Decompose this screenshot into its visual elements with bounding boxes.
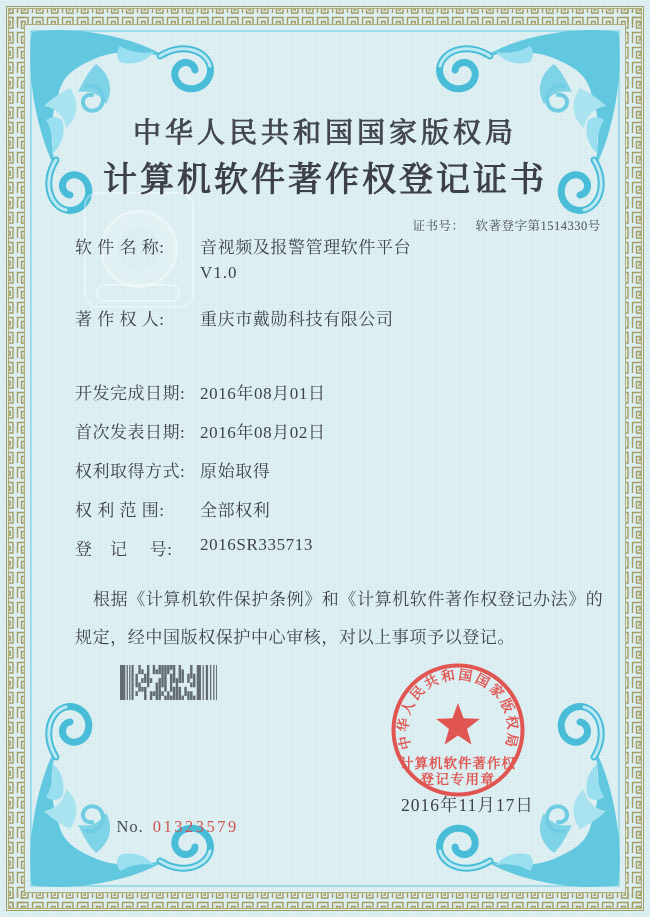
authority-title: 中华人民共和国国家版权局 — [132, 118, 517, 149]
emboss-watermark-base — [96, 284, 180, 302]
field-label: 权 利 范 围: — [75, 501, 165, 520]
field-label: 著 作 权 人: — [75, 310, 165, 329]
barcode — [120, 665, 218, 700]
field-value: 原始取得 — [200, 462, 271, 481]
seal-date: 2016年11月17日 — [401, 795, 534, 815]
serial-value: 01323579 — [152, 817, 239, 836]
certificate-number-label: 证书号： — [412, 219, 465, 233]
field-label: 权利取得方式: — [75, 462, 186, 481]
seal-star-icon — [436, 703, 480, 745]
field-label: 登 记 号: — [75, 540, 173, 559]
field-value: 全部权利 — [200, 501, 271, 520]
statement-line-1: 根据《计算机软件保护条例》和《计算机软件著作权登记办法》的 — [93, 590, 604, 609]
seal-inner-line-1: 计算机软件著作权 — [400, 756, 516, 771]
field-value: 重庆市戴勋科技有限公司 — [200, 310, 394, 329]
field-value — [200, 233, 620, 283]
field-label: 开发完成日期: — [75, 384, 186, 403]
software-name: 音视频及报警管理软件平台 — [200, 238, 412, 257]
certificate-number-value: 软著登字第1514330号 — [475, 219, 601, 233]
software-version: V1.0 — [200, 263, 238, 282]
field-value: 2016年08月02日 — [200, 423, 326, 442]
field-label: 首次发表日期: — [75, 423, 186, 442]
seal-ring-text: 中华人民共和国国家版权局 — [395, 667, 521, 751]
serial-number — [100, 797, 239, 857]
field-value: 2016年08月01日 — [200, 384, 326, 403]
serial-prefix: No. — [116, 817, 144, 836]
statement-line-2: 规定，经中国版权保护中心审核，对以上事项予以登记。 — [75, 628, 515, 647]
seal-inner-line-2: 登记专用章 — [420, 772, 496, 787]
field-label: 软 件 名 称: — [75, 238, 165, 257]
certificate-title: 计算机软件著作权登记证书 — [103, 162, 547, 199]
registration-number: 2016SR335713 — [200, 535, 313, 554]
official-seal — [386, 658, 530, 802]
